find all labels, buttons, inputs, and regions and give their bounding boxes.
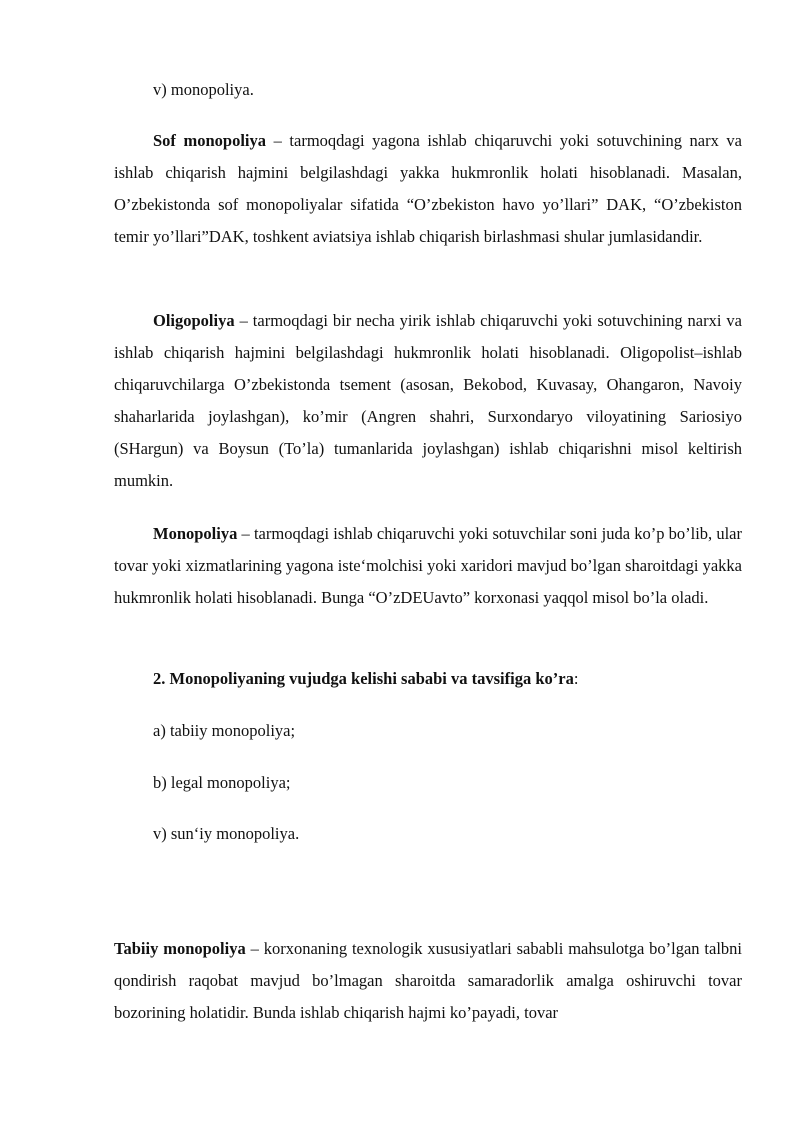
term-monopoliya: Monopoliya [153, 524, 238, 543]
list-item: v) sun‘iy monopoliya. [153, 824, 300, 843]
term-tabiiy-monopoliya: Tabiiy monopoliya [114, 939, 246, 958]
paragraph-oligopoliya [114, 305, 742, 497]
list-item-v-monopoliya: v) monopoliya. [153, 80, 254, 99]
paragraph-monopoliya [114, 518, 742, 614]
paragraph-tabiiy-monopoliya [114, 933, 742, 1029]
paragraph-text: – tarmoqdagi yagona ishlab chiqaruvchi yoki sotuvchining narx va ishlab chiqarish hajmini belgilashdagi yakka hukmronlik holati hisoblanadi. Masalan, O’zbekistonda sof monopoliyalar sifatida “O’zbekiston havo yo’llari” DAK, “O’zbekiston temir yo’llari”DAK, toshkent aviatsiya ishlab chiqarish birlashmasi shular jumlasidandir. [114, 131, 743, 246]
list-item: b) legal monopoliya; [153, 773, 291, 792]
term-oligopoliya: Oligopoliya [153, 311, 235, 330]
list-item: a) tabiiy monopoliya; [153, 721, 296, 740]
paragraph-sof-monopoliya [114, 125, 742, 253]
term-sof-monopoliya: Sof monopoliya [153, 131, 267, 150]
section-heading [114, 663, 742, 695]
paragraph-text: – korxonaning texnologik xususiyatlari sababli mahsulotga bo’lgan talbni qondirish raqobat mavjud bo’lmagan sharoitda samaradorlik amalga oshiruvchi tovar bozorining holatidir. Bunda ishlab chiqarish hajmi ko’payadi, tovar [114, 939, 742, 1022]
heading-suffix: : [573, 669, 579, 688]
paragraph-text: – tarmoqdagi ishlab chiqaruvchi yoki sotuvchilar soni juda ko’p bo’lib, ular tovar yoki xizmatlarining yagona iste‘molchisi yoki xaridori mavjud bo’lgan sharoitdagi yakka hukmronlik holati hisoblanadi. Bunga “O’zDEUavto” korxonasi yaqqol misol bo’la oladi. [114, 524, 742, 607]
heading-text: 2. Monopoliyaning vujudga kelishi sababi va tavsifiga ko’ra [153, 669, 574, 688]
paragraph-text: – tarmoqdagi bir necha yirik ishlab chiqaruvchi yoki sotuvchining narxi va ishlab chiqarish hajmini belgilashdagi hukmronlik holati hisoblanadi. Oligopolist–ishlab chiqaruvchilarga O’zbekistonda tsement (asosan, Bekobod, Kuvasay, Ohangaron, Navoiy shaharlarida joylashgan), ko’mir (Angren shahri, Surxondaryo viloyatining Sariosiyo (SHargun) va Boysun (To’la) tumanlarida joylashgan) ishlab chiqarishni misol keltirish mumkin. [114, 311, 742, 490]
